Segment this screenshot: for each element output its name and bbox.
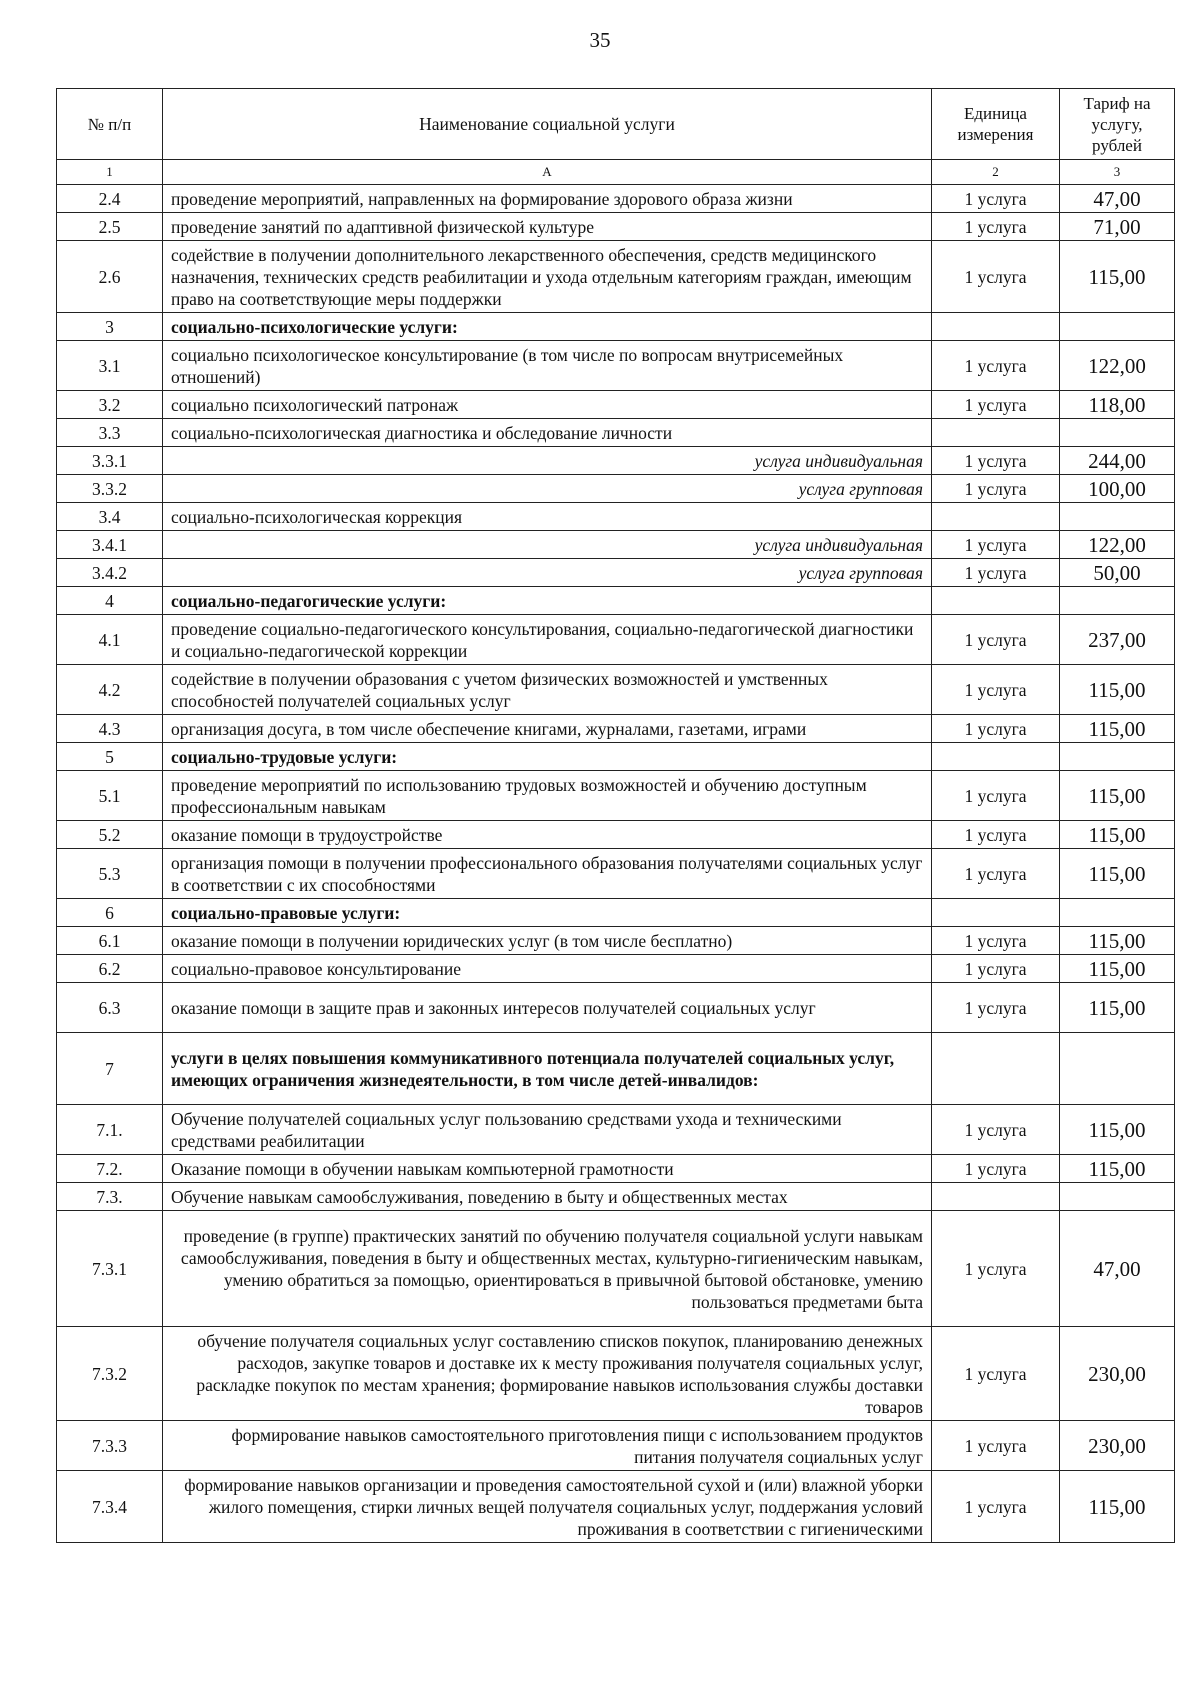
- cell-num: 6.3: [57, 983, 163, 1033]
- cell-num: 3.4: [57, 503, 163, 531]
- section-row: [57, 313, 1175, 341]
- cell-num: 4.3: [57, 715, 163, 743]
- section-row: [57, 743, 1175, 771]
- cell-price: 71,00: [1060, 213, 1175, 241]
- cell-name: формирование навыков организации и проведения самостоятельной сухой и (или) влажной уборки жилого помещения, стирки личных вещей получателя социальных услуг, поддержания условий проживания в соответствии с гигиеническими: [163, 1471, 932, 1543]
- cell-num: 4.1: [57, 615, 163, 665]
- cell-num: 2.5: [57, 213, 163, 241]
- cell-unit: 1 услуга: [932, 715, 1060, 743]
- tariff-table: [56, 88, 1175, 1543]
- index-num: 1: [57, 160, 163, 185]
- cell-price: 115,00: [1060, 955, 1175, 983]
- cell-name: социально-педагогические услуги:: [163, 587, 932, 615]
- cell-name: социально-правовое консультирование: [163, 955, 932, 983]
- cell-price: 115,00: [1060, 927, 1175, 955]
- cell-num: 3.3.1: [57, 447, 163, 475]
- cell-unit: 1 услуга: [932, 1211, 1060, 1327]
- table-row: [57, 531, 1175, 559]
- cell-price: 122,00: [1060, 531, 1175, 559]
- cell-price: 115,00: [1060, 241, 1175, 313]
- cell-price: [1060, 1183, 1175, 1211]
- cell-price: 118,00: [1060, 391, 1175, 419]
- cell-unit: [932, 743, 1060, 771]
- cell-price: 230,00: [1060, 1327, 1175, 1421]
- cell-name: Оказание помощи в обучении навыкам компьютерной грамотности: [163, 1155, 932, 1183]
- cell-num: 2.4: [57, 185, 163, 213]
- table-row: [57, 983, 1175, 1033]
- cell-price: 237,00: [1060, 615, 1175, 665]
- index-unit: 2: [932, 160, 1060, 185]
- cell-name: социально-психологическая коррекция: [163, 503, 932, 531]
- cell-num: 5.2: [57, 821, 163, 849]
- cell-name: услуга индивидуальная: [163, 531, 932, 559]
- cell-num: 6: [57, 899, 163, 927]
- cell-name: социально-правовые услуги:: [163, 899, 932, 927]
- table-row: [57, 715, 1175, 743]
- cell-name: организация помощи в получении профессионального образования получателями социальных услуг в соответствии с их способностями: [163, 849, 932, 899]
- table-row: [57, 665, 1175, 715]
- cell-num: 4: [57, 587, 163, 615]
- cell-num: 3.2: [57, 391, 163, 419]
- page-number: 35: [589, 28, 611, 52]
- cell-name: услуга индивидуальная: [163, 447, 932, 475]
- table-row: [57, 1327, 1175, 1421]
- cell-unit: [932, 1183, 1060, 1211]
- cell-unit: 1 услуга: [932, 955, 1060, 983]
- cell-name: социально-трудовые услуги:: [163, 743, 932, 771]
- cell-unit: [932, 419, 1060, 447]
- cell-unit: 1 услуга: [932, 1105, 1060, 1155]
- table-row: [57, 447, 1175, 475]
- cell-unit: 1 услуга: [932, 927, 1060, 955]
- cell-name: обучение получателя социальных услуг составлению списков покупок, планированию денежных расходов, закупке товаров и доставке их к месту проживания получателя социальных услуг, раскладке покупок по местам хранения; формирование навыков использования службы доставки товаров: [163, 1327, 932, 1421]
- cell-name: социально психологическое консультирование (в том числе по вопросам внутрисемейных отношений): [163, 341, 932, 391]
- cell-unit: 1 услуга: [932, 821, 1060, 849]
- cell-price: 115,00: [1060, 1471, 1175, 1543]
- cell-unit: 1 услуга: [932, 1421, 1060, 1471]
- cell-num: 4.2: [57, 665, 163, 715]
- cell-name: услуга групповая: [163, 559, 932, 587]
- cell-name: социально-психологические услуги:: [163, 313, 932, 341]
- cell-price: [1060, 419, 1175, 447]
- cell-num: 6.2: [57, 955, 163, 983]
- cell-price: 47,00: [1060, 1211, 1175, 1327]
- cell-num: 7.3.: [57, 1183, 163, 1211]
- cell-num: 6.1: [57, 927, 163, 955]
- section-row: [57, 1033, 1175, 1105]
- table-row: [57, 1105, 1175, 1155]
- cell-price: 115,00: [1060, 665, 1175, 715]
- cell-name: Обучение навыкам самообслуживания, поведению в быту и общественных местах: [163, 1183, 932, 1211]
- table-row: [57, 419, 1175, 447]
- cell-unit: 1 услуга: [932, 615, 1060, 665]
- cell-price: [1060, 313, 1175, 341]
- cell-num: 3.3.2: [57, 475, 163, 503]
- cell-num: 3.3: [57, 419, 163, 447]
- cell-price: 115,00: [1060, 821, 1175, 849]
- header-name: Наименование социальной услуги: [163, 89, 932, 160]
- cell-price: 115,00: [1060, 771, 1175, 821]
- cell-price: 100,00: [1060, 475, 1175, 503]
- cell-num: 5.3: [57, 849, 163, 899]
- cell-num: 7.1.: [57, 1105, 163, 1155]
- cell-name: проведение (в группе) практических занятий по обучению получателя социальной услуги навыкам самообслуживания, поведения в быту и общественных местах, культурно-гигиеническим навыкам, умению обратиться за помощью, ориентироваться в привычной бытовой обстановке, умению пользоваться предметами быта: [163, 1211, 932, 1327]
- cell-unit: 1 услуга: [932, 391, 1060, 419]
- cell-unit: 1 услуга: [932, 1471, 1060, 1543]
- cell-price: 115,00: [1060, 1105, 1175, 1155]
- cell-name: социально-психологическая диагностика и обследование личности: [163, 419, 932, 447]
- cell-name: услуги в целях повышения коммуникативного потенциала получателей социальных услуг, имеющих ограничения жизнедеятельности, в том числе детей-инвалидов:: [163, 1033, 932, 1105]
- cell-unit: 1 услуга: [932, 1155, 1060, 1183]
- cell-price: [1060, 1033, 1175, 1105]
- cell-name: социально психологический патронаж: [163, 391, 932, 419]
- table-row: [57, 849, 1175, 899]
- cell-price: 230,00: [1060, 1421, 1175, 1471]
- header-unit: Единица измерения: [932, 89, 1060, 160]
- cell-unit: [932, 899, 1060, 927]
- cell-num: 3.4.1: [57, 531, 163, 559]
- cell-price: [1060, 899, 1175, 927]
- table-row: [57, 1211, 1175, 1327]
- cell-unit: 1 услуга: [932, 341, 1060, 391]
- cell-name: проведение социально-педагогического консультирования, социально-педагогической диагностики и социально-педагогической коррекции: [163, 615, 932, 665]
- table-row: [57, 1155, 1175, 1183]
- cell-unit: 1 услуга: [932, 983, 1060, 1033]
- cell-unit: 1 услуга: [932, 1327, 1060, 1421]
- cell-price: [1060, 587, 1175, 615]
- cell-name: организация досуга, в том числе обеспечение книгами, журналами, газетами, играми: [163, 715, 932, 743]
- table-row: [57, 341, 1175, 391]
- cell-price: 244,00: [1060, 447, 1175, 475]
- cell-price: 47,00: [1060, 185, 1175, 213]
- cell-unit: 1 услуга: [932, 531, 1060, 559]
- table-row: [57, 213, 1175, 241]
- cell-name: Обучение получателей социальных услуг пользованию средствами ухода и техническими средствами реабилитации: [163, 1105, 932, 1155]
- cell-num: 2.6: [57, 241, 163, 313]
- cell-num: 7.3.2: [57, 1327, 163, 1421]
- cell-name: содействие в получении дополнительного лекарственного обеспечения, средств медицинского назначения, технических средств реабилитации и ухода отдельным категориям граждан, имеющим право на соответствующие меры поддержки: [163, 241, 932, 313]
- cell-unit: 1 услуга: [932, 213, 1060, 241]
- header-num: № п/п: [57, 89, 163, 160]
- cell-unit: 1 услуга: [932, 185, 1060, 213]
- cell-price: [1060, 503, 1175, 531]
- table-row: [57, 503, 1175, 531]
- cell-unit: 1 услуга: [932, 559, 1060, 587]
- cell-name: формирование навыков самостоятельного приготовления пищи с использованием продуктов питания получателя социальных услуг: [163, 1421, 932, 1471]
- cell-num: 7.2.: [57, 1155, 163, 1183]
- section-row: [57, 899, 1175, 927]
- cell-name: проведение мероприятий по использованию трудовых возможностей и обучению доступным профессиональным навыкам: [163, 771, 932, 821]
- cell-num: 5: [57, 743, 163, 771]
- cell-unit: 1 услуга: [932, 475, 1060, 503]
- cell-price: 122,00: [1060, 341, 1175, 391]
- cell-price: [1060, 743, 1175, 771]
- table-row: [57, 559, 1175, 587]
- cell-unit: [932, 587, 1060, 615]
- cell-price: 115,00: [1060, 715, 1175, 743]
- table-row: [57, 241, 1175, 313]
- cell-name: проведение занятий по адаптивной физической культуре: [163, 213, 932, 241]
- column-index-row: [57, 160, 1175, 185]
- cell-name: услуга групповая: [163, 475, 932, 503]
- cell-num: 3: [57, 313, 163, 341]
- cell-unit: [932, 1033, 1060, 1105]
- section-row: [57, 587, 1175, 615]
- table-row: [57, 1471, 1175, 1543]
- table-row: [57, 955, 1175, 983]
- cell-num: 3.4.2: [57, 559, 163, 587]
- index-price: 3: [1060, 160, 1175, 185]
- table-row: [57, 771, 1175, 821]
- cell-num: 7.3.3: [57, 1421, 163, 1471]
- cell-name: оказание помощи в защите прав и законных интересов получателей социальных услуг: [163, 983, 932, 1033]
- cell-name: оказание помощи в трудоустройстве: [163, 821, 932, 849]
- cell-unit: 1 услуга: [932, 665, 1060, 715]
- cell-unit: 1 услуга: [932, 849, 1060, 899]
- cell-price: 115,00: [1060, 849, 1175, 899]
- cell-unit: 1 услуга: [932, 241, 1060, 313]
- cell-num: 7: [57, 1033, 163, 1105]
- table-row: [57, 1183, 1175, 1211]
- table-row: [57, 927, 1175, 955]
- table-row: [57, 185, 1175, 213]
- cell-num: 7.3.4: [57, 1471, 163, 1543]
- cell-name: содействие в получении образования с учетом физических возможностей и умственных способностей получателей социальных услуг: [163, 665, 932, 715]
- header-row: [57, 89, 1175, 160]
- cell-price: 50,00: [1060, 559, 1175, 587]
- cell-name: оказание помощи в получении юридических услуг (в том числе бесплатно): [163, 927, 932, 955]
- cell-unit: 1 услуга: [932, 447, 1060, 475]
- cell-unit: [932, 503, 1060, 531]
- index-name: А: [163, 160, 932, 185]
- cell-unit: [932, 313, 1060, 341]
- table-row: [57, 475, 1175, 503]
- cell-num: 5.1: [57, 771, 163, 821]
- cell-num: 3.1: [57, 341, 163, 391]
- table-row: [57, 1421, 1175, 1471]
- header-price: Тариф на услугу, рублей: [1060, 89, 1175, 160]
- cell-num: 7.3.1: [57, 1211, 163, 1327]
- table-row: [57, 615, 1175, 665]
- cell-price: 115,00: [1060, 983, 1175, 1033]
- cell-name: проведение мероприятий, направленных на формирование здорового образа жизни: [163, 185, 932, 213]
- table-row: [57, 821, 1175, 849]
- table-row: [57, 391, 1175, 419]
- cell-unit: 1 услуга: [932, 771, 1060, 821]
- cell-price: 115,00: [1060, 1155, 1175, 1183]
